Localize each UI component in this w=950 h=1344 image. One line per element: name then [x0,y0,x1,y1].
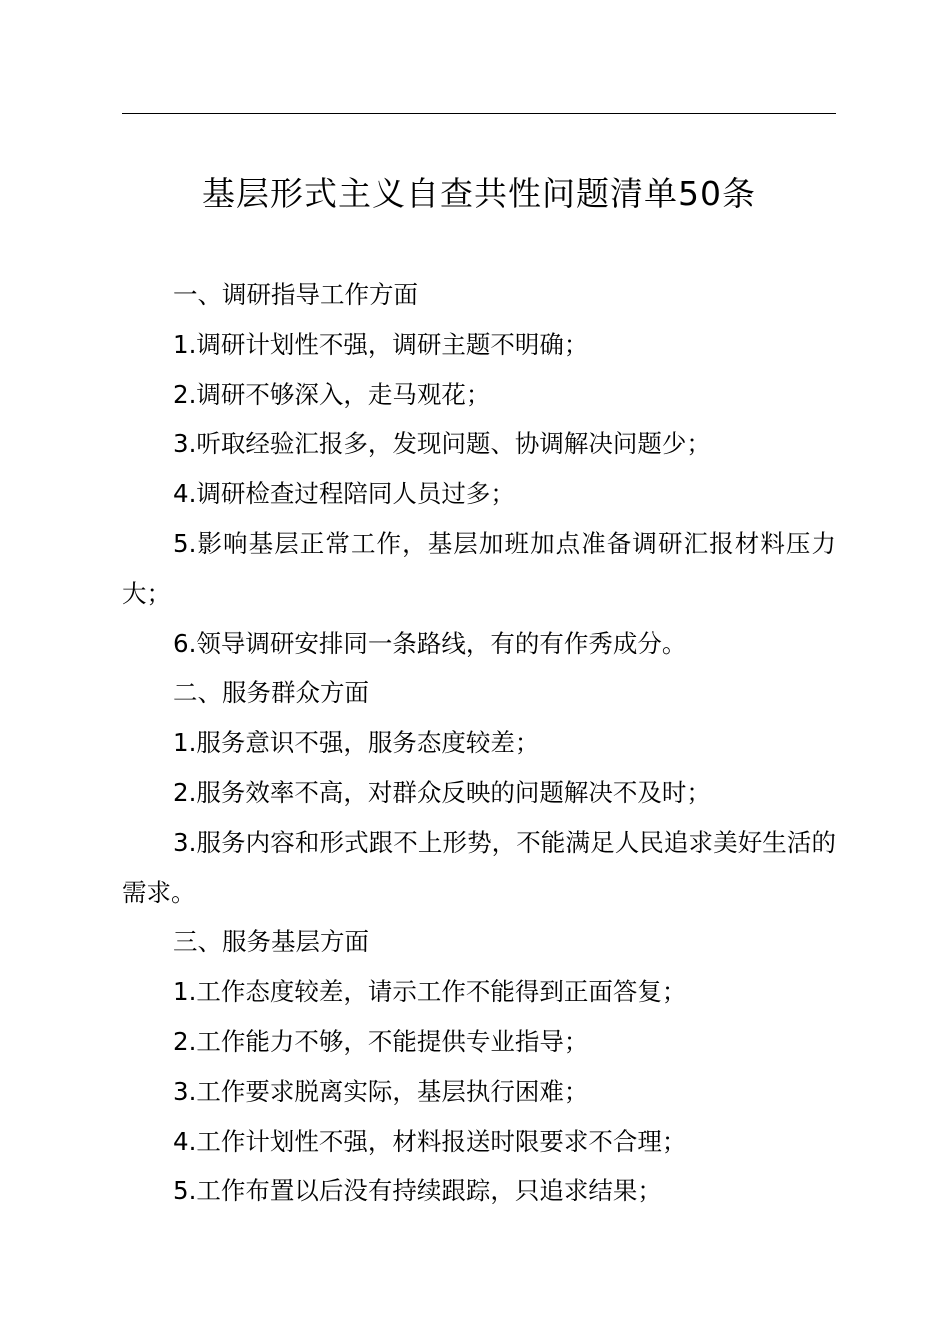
section-heading: 二、服务群众方面 [173,678,369,708]
list-item: 4.调研检查过程陪同人员过多； [173,479,515,509]
list-item: 5.影响基层正常工作，基层加班加点准备调研汇报材料压力大； [122,528,836,608]
list-item: 2.调研不够深入，走马观花； [173,379,491,409]
list-item: 1.调研计划性不强，调研主题不明确； [173,329,589,359]
document-body [122,270,836,1216]
list-item: 4.工作计划性不强，材料报送时限要求不合理； [173,1126,687,1156]
section-heading: 一、调研指导工作方面 [173,280,418,309]
section-heading: 三、服务基层方面 [173,927,369,957]
list-item: 1.服务意识不强，服务态度较差； [173,728,540,758]
list-item: 5.工作布置以后没有持续跟踪，只追求结果； [173,1176,662,1206]
list-item: 2.服务效率不高，对群众反映的问题解决不及时； [173,777,711,807]
list-item: 3.听取经验汇报多，发现问题、协调解决问题少； [173,429,711,459]
list-item: 3.工作要求脱离实际，基层执行困难； [173,1076,589,1106]
header-rule [122,113,836,114]
list-item: 1.工作态度较差，请示工作不能得到正面答复； [173,977,687,1007]
list-item: 3.服务内容和形式跟不上形势，不能满足人民追求美好生活的需求。 [122,827,836,907]
list-item: 6.领导调研安排同一条路线，有的有作秀成分。 [173,628,687,658]
list-item: 2.工作能力不够，不能提供专业指导； [173,1026,589,1056]
document-title: 基层形式主义自查共性问题清单50条 [202,174,756,213]
